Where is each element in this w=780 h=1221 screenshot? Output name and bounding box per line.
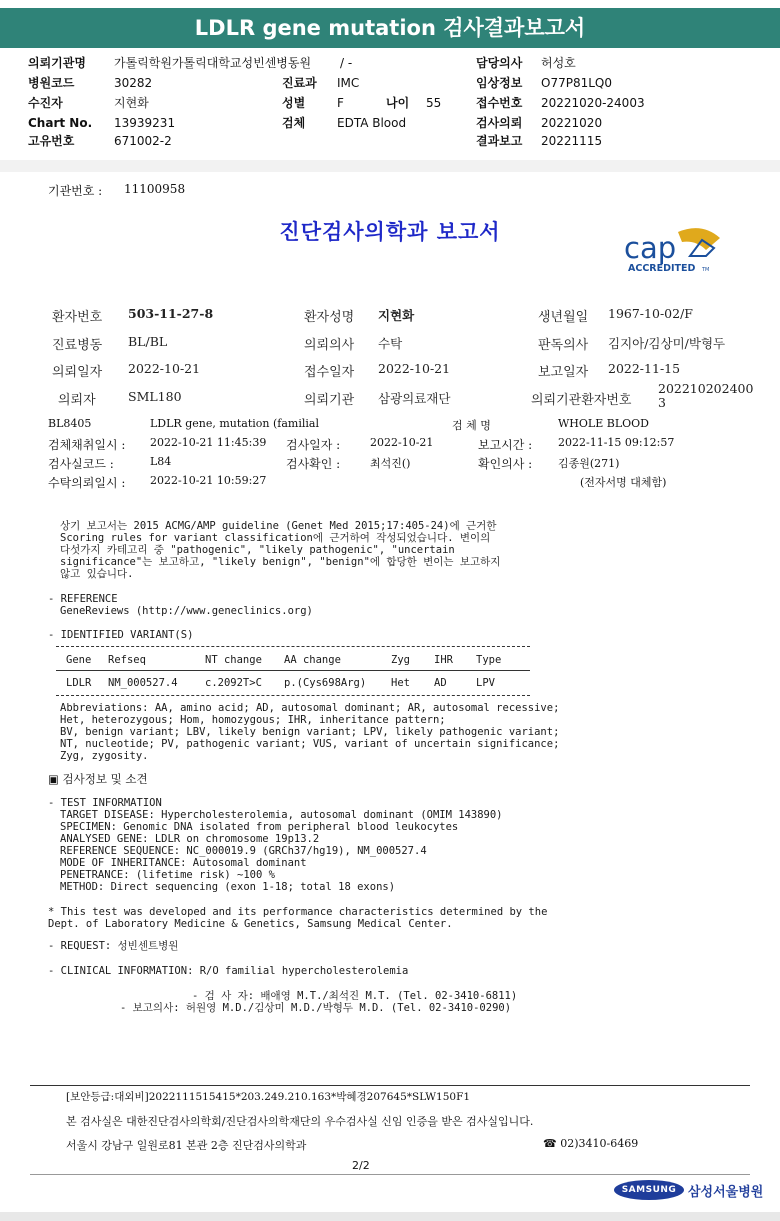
cap-accredited-logo bbox=[622, 226, 732, 274]
request-line: - REQUEST: 성빈센트병원 bbox=[48, 940, 179, 952]
ordering-doctor: 수탁 bbox=[378, 336, 403, 351]
variants-column-header: Type bbox=[476, 654, 502, 666]
unique-number: 671002-2 bbox=[114, 134, 172, 148]
requester-label: 의뢰자 bbox=[58, 393, 96, 408]
page-bottom-rule bbox=[30, 1174, 750, 1175]
test-request-date: 20221020 bbox=[541, 116, 603, 130]
lab-code-label: 검사실코드 : bbox=[48, 457, 114, 471]
collection-time-label: 검체채취일시 : bbox=[48, 438, 126, 452]
ordering-doctor-label: 의뢰의사 bbox=[304, 338, 355, 353]
variants-column-header: Refseq bbox=[108, 654, 146, 666]
examinee-label: 수진자 bbox=[28, 96, 63, 110]
variants-column-header: Gene bbox=[66, 654, 92, 666]
intro-line: 다섯가지 카테고리 중 "pathogenic", "likely pathogenic", "uncertain bbox=[60, 544, 455, 556]
report-date: 2022-11-15 bbox=[608, 361, 681, 376]
requester: SML180 bbox=[128, 389, 182, 404]
intro-line: Scoring rules for variant classification에 근거하여 작성되었습니다. 변이의 bbox=[60, 532, 491, 544]
requesting-org-slash: / - bbox=[340, 56, 353, 70]
department-label: 진료과 bbox=[282, 76, 317, 90]
variants-heading: - IDENTIFIED VARIANT(S) bbox=[48, 629, 194, 641]
institution-number: 11100958 bbox=[124, 182, 186, 196]
accession-number-label: 접수번호 bbox=[476, 96, 523, 110]
institution-patient-number: 202210202400 3 bbox=[658, 381, 754, 410]
electronic-signature-note: (전자서명 대체함) bbox=[580, 476, 667, 489]
report-title: 진단검사의학과 보고서 bbox=[279, 219, 501, 244]
variants-table-top-rule bbox=[56, 646, 530, 647]
test-info-section-heading: ▣ 검사정보 및 소견 bbox=[48, 772, 148, 786]
age-label: 나이 bbox=[386, 96, 410, 110]
reference-heading: - REFERENCE bbox=[48, 593, 118, 605]
reporting-doctor-signature-line: - 보고의사: 허원영 M.D./김상미 M.D./박형두 M.D. (Tel. 02-3410-0290) bbox=[120, 1002, 512, 1014]
note-line: * This test was developed and its performance characteristics determined by the bbox=[48, 906, 548, 918]
variants-column-header: NT change bbox=[205, 654, 262, 666]
birthdate-label: 생년월일 bbox=[538, 310, 589, 325]
test-date-label: 검사일자 : bbox=[286, 438, 341, 452]
request-date: 2022-10-21 bbox=[128, 361, 201, 376]
specimen: WHOLE BLOOD bbox=[558, 417, 649, 430]
variants-table-bottom-rule bbox=[56, 695, 530, 696]
reading-doctor-label: 판독의사 bbox=[538, 338, 589, 353]
test-information-line: METHOD: Direct sequencing (exon 1-18; total 18 exons) bbox=[60, 881, 396, 893]
test-information-line: MODE OF INHERITANCE: Autosomal dominant bbox=[60, 857, 307, 869]
patient-id-label: 환자번호 bbox=[52, 310, 103, 325]
result-report-label: 결과보고 bbox=[476, 134, 523, 148]
intro-line: 않고 있습니다. bbox=[60, 568, 134, 580]
test-information-line: REFERENCE SEQUENCE: NC_000019.9 (GRCh37/hg19), NM_000527.4 bbox=[60, 845, 427, 857]
report-time: 2022-11-15 09:12:57 bbox=[558, 436, 675, 449]
patient-name: 지현화 bbox=[378, 308, 415, 323]
requesting-org-label: 의뢰기관명 bbox=[28, 56, 86, 70]
abbreviation-line: Zyg, zygosity. bbox=[60, 750, 149, 762]
department: IMC bbox=[337, 76, 360, 90]
test-name: LDLR gene, mutation (familial bbox=[150, 417, 319, 430]
confirming-doctor: 김종원(271) bbox=[558, 457, 620, 470]
samsung-logo: SAMSUNG bbox=[614, 1180, 684, 1200]
test-information-line: PENETRANCE: (lifetime risk) ~100 % bbox=[60, 869, 275, 881]
tester-signature-line: - 검 사 자: 배애영 M.T./최석진 M.T. (Tel. 02-3410-6811) bbox=[192, 990, 518, 1002]
consignment-time: 2022-10-21 10:59:27 bbox=[150, 474, 267, 487]
age: 55 bbox=[426, 96, 442, 110]
abbreviation-line: BV, benign variant; LBV, likely benign variant; LPV, likely pathogenic variant; bbox=[60, 726, 560, 738]
test-confirm-label: 검사확인 : bbox=[286, 457, 341, 471]
variants-table-cell: LPV bbox=[476, 677, 495, 689]
clinical-info-label: 임상정보 bbox=[476, 76, 523, 90]
collection-time: 2022-10-21 11:45:39 bbox=[150, 436, 267, 449]
requesting-org: 가톨릭학원가톨릭대학교성빈센병동원 bbox=[114, 56, 312, 70]
test-information-line: SPECIMEN: Genomic DNA isolated from peripheral blood leukocytes bbox=[60, 821, 459, 833]
patient-id: 503-11-27-8 bbox=[128, 306, 214, 321]
abbreviation-line: Het, heterozygous; Hom, homozygous; IHR, inheritance pattern; bbox=[60, 714, 446, 726]
ward-label: 진료병동 bbox=[52, 338, 103, 353]
accession-number: 20221020-24003 bbox=[541, 96, 645, 110]
hospital-name-logo: 삼성서울병원 bbox=[688, 1185, 764, 1200]
intro-line: significance"는 보고하고, "likely benign", "benign"에 합당한 변이는 보고하지 bbox=[60, 556, 501, 568]
sex: F bbox=[337, 96, 344, 110]
test-information-line: TARGET DISEASE: Hypercholesterolemia, autosomal dominant (OMIM 143890) bbox=[60, 809, 503, 821]
institution-number-label: 기관번호 : bbox=[48, 184, 103, 198]
bottom-band bbox=[0, 1212, 780, 1221]
clinical-info: O77P81LQ0 bbox=[541, 76, 612, 90]
cap-logo-text: cap bbox=[624, 231, 677, 265]
ward: BL/BL bbox=[128, 334, 168, 349]
receipt-date-label: 접수일자 bbox=[304, 365, 355, 380]
lab-address: 서울시 강남구 일원로81 본관 2층 진단검사의학과 bbox=[66, 1139, 307, 1152]
certification-line: 본 검사실은 대한진단검사의학회/진단검사의학재단의 우수검사실 신임 인증을 받은 검사실입니다. bbox=[66, 1115, 534, 1128]
requesting-institution: 삼광의료재단 bbox=[378, 391, 451, 406]
confirming-doctor-label: 확인의사 : bbox=[478, 457, 533, 471]
patient-name-label: 환자성명 bbox=[304, 310, 355, 325]
hospital-code: 30282 bbox=[114, 76, 153, 90]
variants-table-cell: LDLR bbox=[66, 677, 92, 689]
specimen-label: 검 체 명 bbox=[452, 419, 491, 432]
clinical-information-line: - CLINICAL INFORMATION: R/O familial hypercholesterolemia bbox=[48, 965, 409, 977]
test-information-heading: - TEST INFORMATION bbox=[48, 797, 162, 809]
sex-label: 성별 bbox=[282, 96, 306, 110]
birthdate: 1967-10-02/F bbox=[608, 306, 693, 321]
report-date-label: 보고일자 bbox=[538, 365, 589, 380]
variants-table-cell: Het bbox=[391, 677, 410, 689]
specimen-type-label: 검체 bbox=[282, 116, 306, 130]
variants-table-cell: NM_000527.4 bbox=[108, 677, 178, 689]
variants-table-cell: AD bbox=[434, 677, 447, 689]
test-date: 2022-10-21 bbox=[370, 436, 434, 449]
chart-number-label: Chart No. bbox=[28, 116, 93, 130]
test-information-line: ANALYSED GENE: LDLR on chromosome 19p13.2 bbox=[60, 833, 320, 845]
institution-patient-number-label: 의뢰기관환자번호 bbox=[531, 393, 632, 408]
cap-logo-sub: ACCREDITED bbox=[628, 263, 696, 274]
report-time-label: 보고시간 : bbox=[478, 438, 533, 452]
footer-divider bbox=[30, 1085, 750, 1086]
hospital-code-label: 병원코드 bbox=[28, 76, 75, 90]
chart-number: 13939231 bbox=[114, 116, 176, 130]
report-banner-title: LDLR gene mutation 검사결과보고서 bbox=[0, 8, 780, 48]
test-confirm: 최석진() bbox=[370, 457, 411, 470]
specimen-type: EDTA Blood bbox=[337, 116, 407, 130]
reference-text: GeneReviews (http://www.geneclinics.org) bbox=[60, 605, 313, 617]
abbreviation-line: NT, nucleotide; PV, pathogenic variant; VUS, variant of uncertain significance; bbox=[60, 738, 560, 750]
security-line: [보안등급:대외비]2022111515415*203.249.210.163*박혜경207645*SLW150F1 bbox=[66, 1091, 471, 1103]
note-line: Dept. of Laboratory Medicine & Genetics, Samsung Medical Center. bbox=[48, 918, 453, 930]
receipt-date: 2022-10-21 bbox=[378, 361, 451, 376]
lab-code: L84 bbox=[150, 455, 172, 468]
request-date-label: 의뢰일자 bbox=[52, 365, 103, 380]
variants-table-cell: c.2092T>C bbox=[205, 677, 262, 689]
consignment-time-label: 수탁의뢰일시 : bbox=[48, 476, 126, 490]
test-code: BL8405 bbox=[48, 417, 92, 430]
variants-column-header: IHR bbox=[434, 654, 453, 666]
test-request-label: 검사의뢰 bbox=[476, 116, 523, 130]
examinee: 지현화 bbox=[114, 96, 149, 110]
unique-number-label: 고유번호 bbox=[28, 134, 75, 148]
lab-phone: ☎ 02)3410-6469 bbox=[543, 1137, 639, 1150]
result-report-date: 20221115 bbox=[541, 134, 603, 148]
attending-doctor: 허성호 bbox=[541, 56, 576, 70]
requesting-institution-label: 의뢰기관 bbox=[304, 393, 355, 408]
reading-doctor: 김지아/김상미/박형두 bbox=[608, 336, 726, 351]
top-separator bbox=[0, 160, 780, 172]
abbreviation-line: Abbreviations: AA, amino acid; AD, autosomal dominant; AR, autosomal recessive; bbox=[60, 702, 560, 714]
attending-doctor-label: 담당의사 bbox=[476, 56, 523, 70]
intro-line: 상기 보고서는 2015 ACMG/AMP guideline (Genet Med 2015;17:405-24)에 근거한 bbox=[60, 520, 497, 532]
variants-column-header: AA change bbox=[284, 654, 341, 666]
cap-logo-tm: TM bbox=[702, 267, 710, 273]
variants-table-cell: p.(Cys698Arg) bbox=[284, 677, 367, 689]
page-number: 2/2 bbox=[352, 1159, 370, 1172]
variants-column-header: Zyg bbox=[391, 654, 410, 666]
variants-table-header-rule bbox=[56, 670, 530, 671]
